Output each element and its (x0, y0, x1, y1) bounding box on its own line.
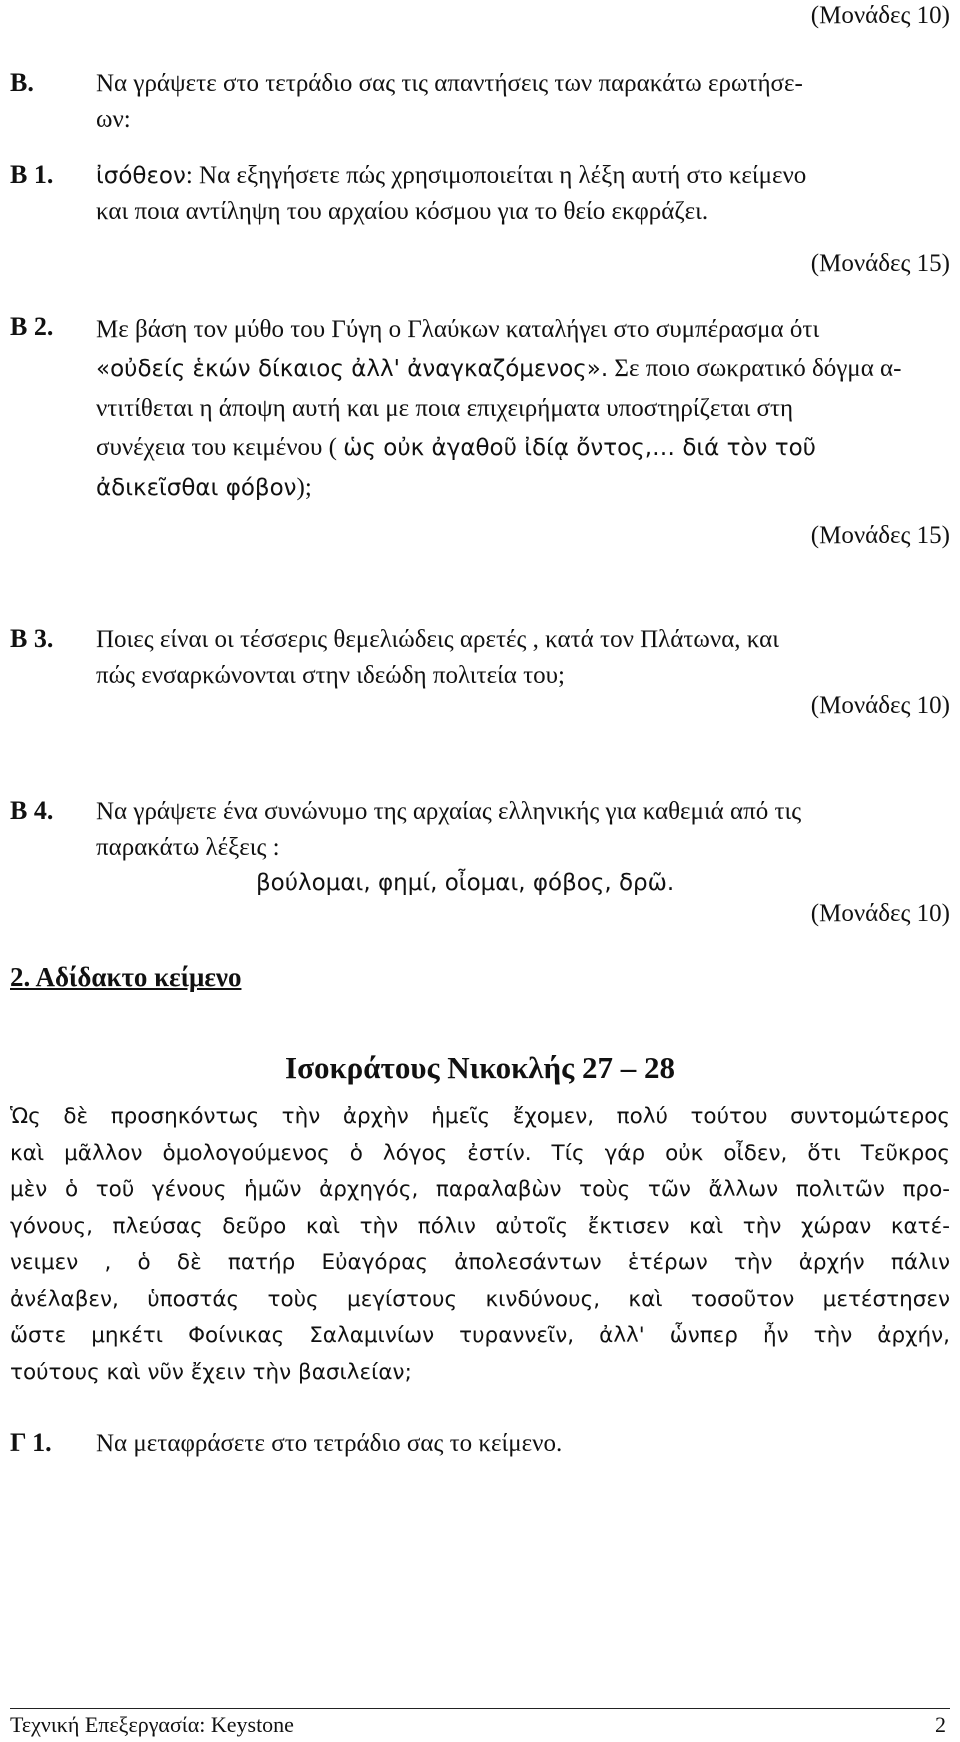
passage-line: ὥστε μηκέτι Φοίνικας Σαλαμινίων τυραννεῖν, ἀλλ' ὧνπερ ἦν τὴν ἀρχήν, (10, 1323, 950, 1348)
question-b1-label: B 1. (10, 160, 54, 189)
question-g1 (96, 1426, 950, 1462)
question-b3-label: B 3. (10, 624, 54, 653)
section-b-label: B. (10, 68, 34, 97)
question-b2 (96, 310, 950, 508)
footer-divider (10, 1708, 950, 1709)
section-2-heading: 2. Αδίδακτο κείμενο (10, 962, 242, 992)
passage-line: τούτους καὶ νῦν ἔχειν τὴν βασιλείαν; (10, 1359, 412, 1385)
b2-line5: ); (296, 474, 312, 501)
b1-line2: και ποια αντίληψη του αρχαίου κόσμου για το θείο εκφράζει. (96, 198, 709, 225)
section-b-instruction (96, 66, 950, 138)
question-b1 (96, 158, 950, 230)
question-b4-label: B 4. (10, 796, 54, 825)
question-b3 (96, 622, 950, 694)
question-b4 (96, 794, 950, 866)
section-b-line1: Να γράψετε στο τετράδιο σας τις απαντήσεις των παρακάτω ερωτήσε- (96, 70, 803, 97)
passage-text (10, 1099, 950, 1391)
passage-line: μὲν ὁ τοῦ γένους ἡμῶν ἀρχηγός, παραλαβὼν τοὺς τῶν ἄλλων πολιτῶν προ- (10, 1177, 950, 1202)
b1-marks: (Μονάδες 15) (810, 250, 950, 277)
b2-line2: Σε ποιο σωκρατικό δόγμα α- (608, 355, 902, 382)
b3-line2: πώς ενσαρκώνονται στην ιδεώδη πολιτεία του; (96, 662, 566, 689)
passage-title: Ισοκράτους Νικοκλής 27 – 28 (285, 1050, 675, 1085)
question-g1-label: Γ 1. (10, 1428, 52, 1457)
b3-marks: (Μονάδες 10) (810, 692, 950, 719)
page-number: 2 (935, 1712, 946, 1737)
b1-greek-word: ἰσόθεον (96, 163, 186, 189)
passage-line: Ὡς δὲ προσηκόντως τὴν ἀρχὴν ἡμεῖς ἔχομεν, πολύ τούτου συντομώτερος (10, 1104, 950, 1129)
b1-line1: : Να εξηγήσετε πώς χρησιμοποιείται η λέξη αυτή στο κείμενο (185, 162, 807, 189)
section-b-line2: ων: (96, 106, 131, 133)
b2-greek-citation: ὡς οὐκ ἀγαθοῦ ἰδίᾳ ὄντος,… διά τὸν τοῦ (343, 435, 816, 461)
b2-line3: ντιτίθεται η άποψη αυτή και με ποια επιχειρήματα υποστηρίζεται στη (96, 395, 794, 422)
b3-line1: Ποιες είναι οι τέσσερις θεμελιώδεις αρετές , κατά τον Πλάτωνα, και (96, 626, 779, 653)
footer-credit: Τεχνική Επεξεργασία: Keystone (10, 1712, 294, 1737)
b2-line1: Με βάση τον μύθο του Γύγη ο Γλαύκων καταλήγει στο συμπέρασμα ότι (96, 316, 820, 343)
b4-marks: (Μονάδες 10) (810, 900, 950, 927)
passage-line: γόνους, πλεύσας δεῦρο καὶ τὴν πόλιν αὐτοῖς ἔκτισεν καὶ τὴν χώραν κατέ- (10, 1213, 950, 1239)
question-b2-label: B 2. (10, 312, 54, 341)
b2-greek-quote: «οὐδείς ἑκών δίκαιος ἀλλ' ἀναγκαζόμενος». (96, 356, 609, 382)
passage-line: νειμεν , ὁ δὲ πατήρ Εὐαγόρας ἀπολεσάντων ἑτέρων τὴν ἀρχήν πάλιν (10, 1250, 950, 1275)
b2-marks: (Μονάδες 15) (810, 522, 950, 549)
passage-line: καὶ μᾶλλον ὁμολογούμενος ὁ λόγος ἐστίν. Τίς γάρ οὐκ οἶδεν, ὅτι Τεῦκρος (10, 1140, 950, 1166)
top-marks: (Μονάδες 10) (810, 2, 950, 29)
b2-line4: συνέχεια του κειμένου ( (96, 434, 344, 461)
g1-line1: Να μεταφράσετε στο τετράδιο σας το κείμενο. (96, 1430, 563, 1457)
b2-greek-citation-end: ἀδικεῖσθαι φόβον (96, 475, 297, 501)
passage-line: ἀνέλαβεν, ὑποστάς τοὺς μεγίστους κινδύνους, καὶ τοσοῦτον μετέστησεν (10, 1286, 950, 1312)
b4-line2: παρακάτω λέξεις : (96, 834, 280, 861)
b4-words: βούλομαι, φημί, οἶομαι, φόβος, δρῶ. (256, 870, 675, 896)
b4-line1: Να γράψετε ένα συνώνυμο της αρχαίας ελληνικής για καθεμιά από τις (96, 798, 802, 825)
